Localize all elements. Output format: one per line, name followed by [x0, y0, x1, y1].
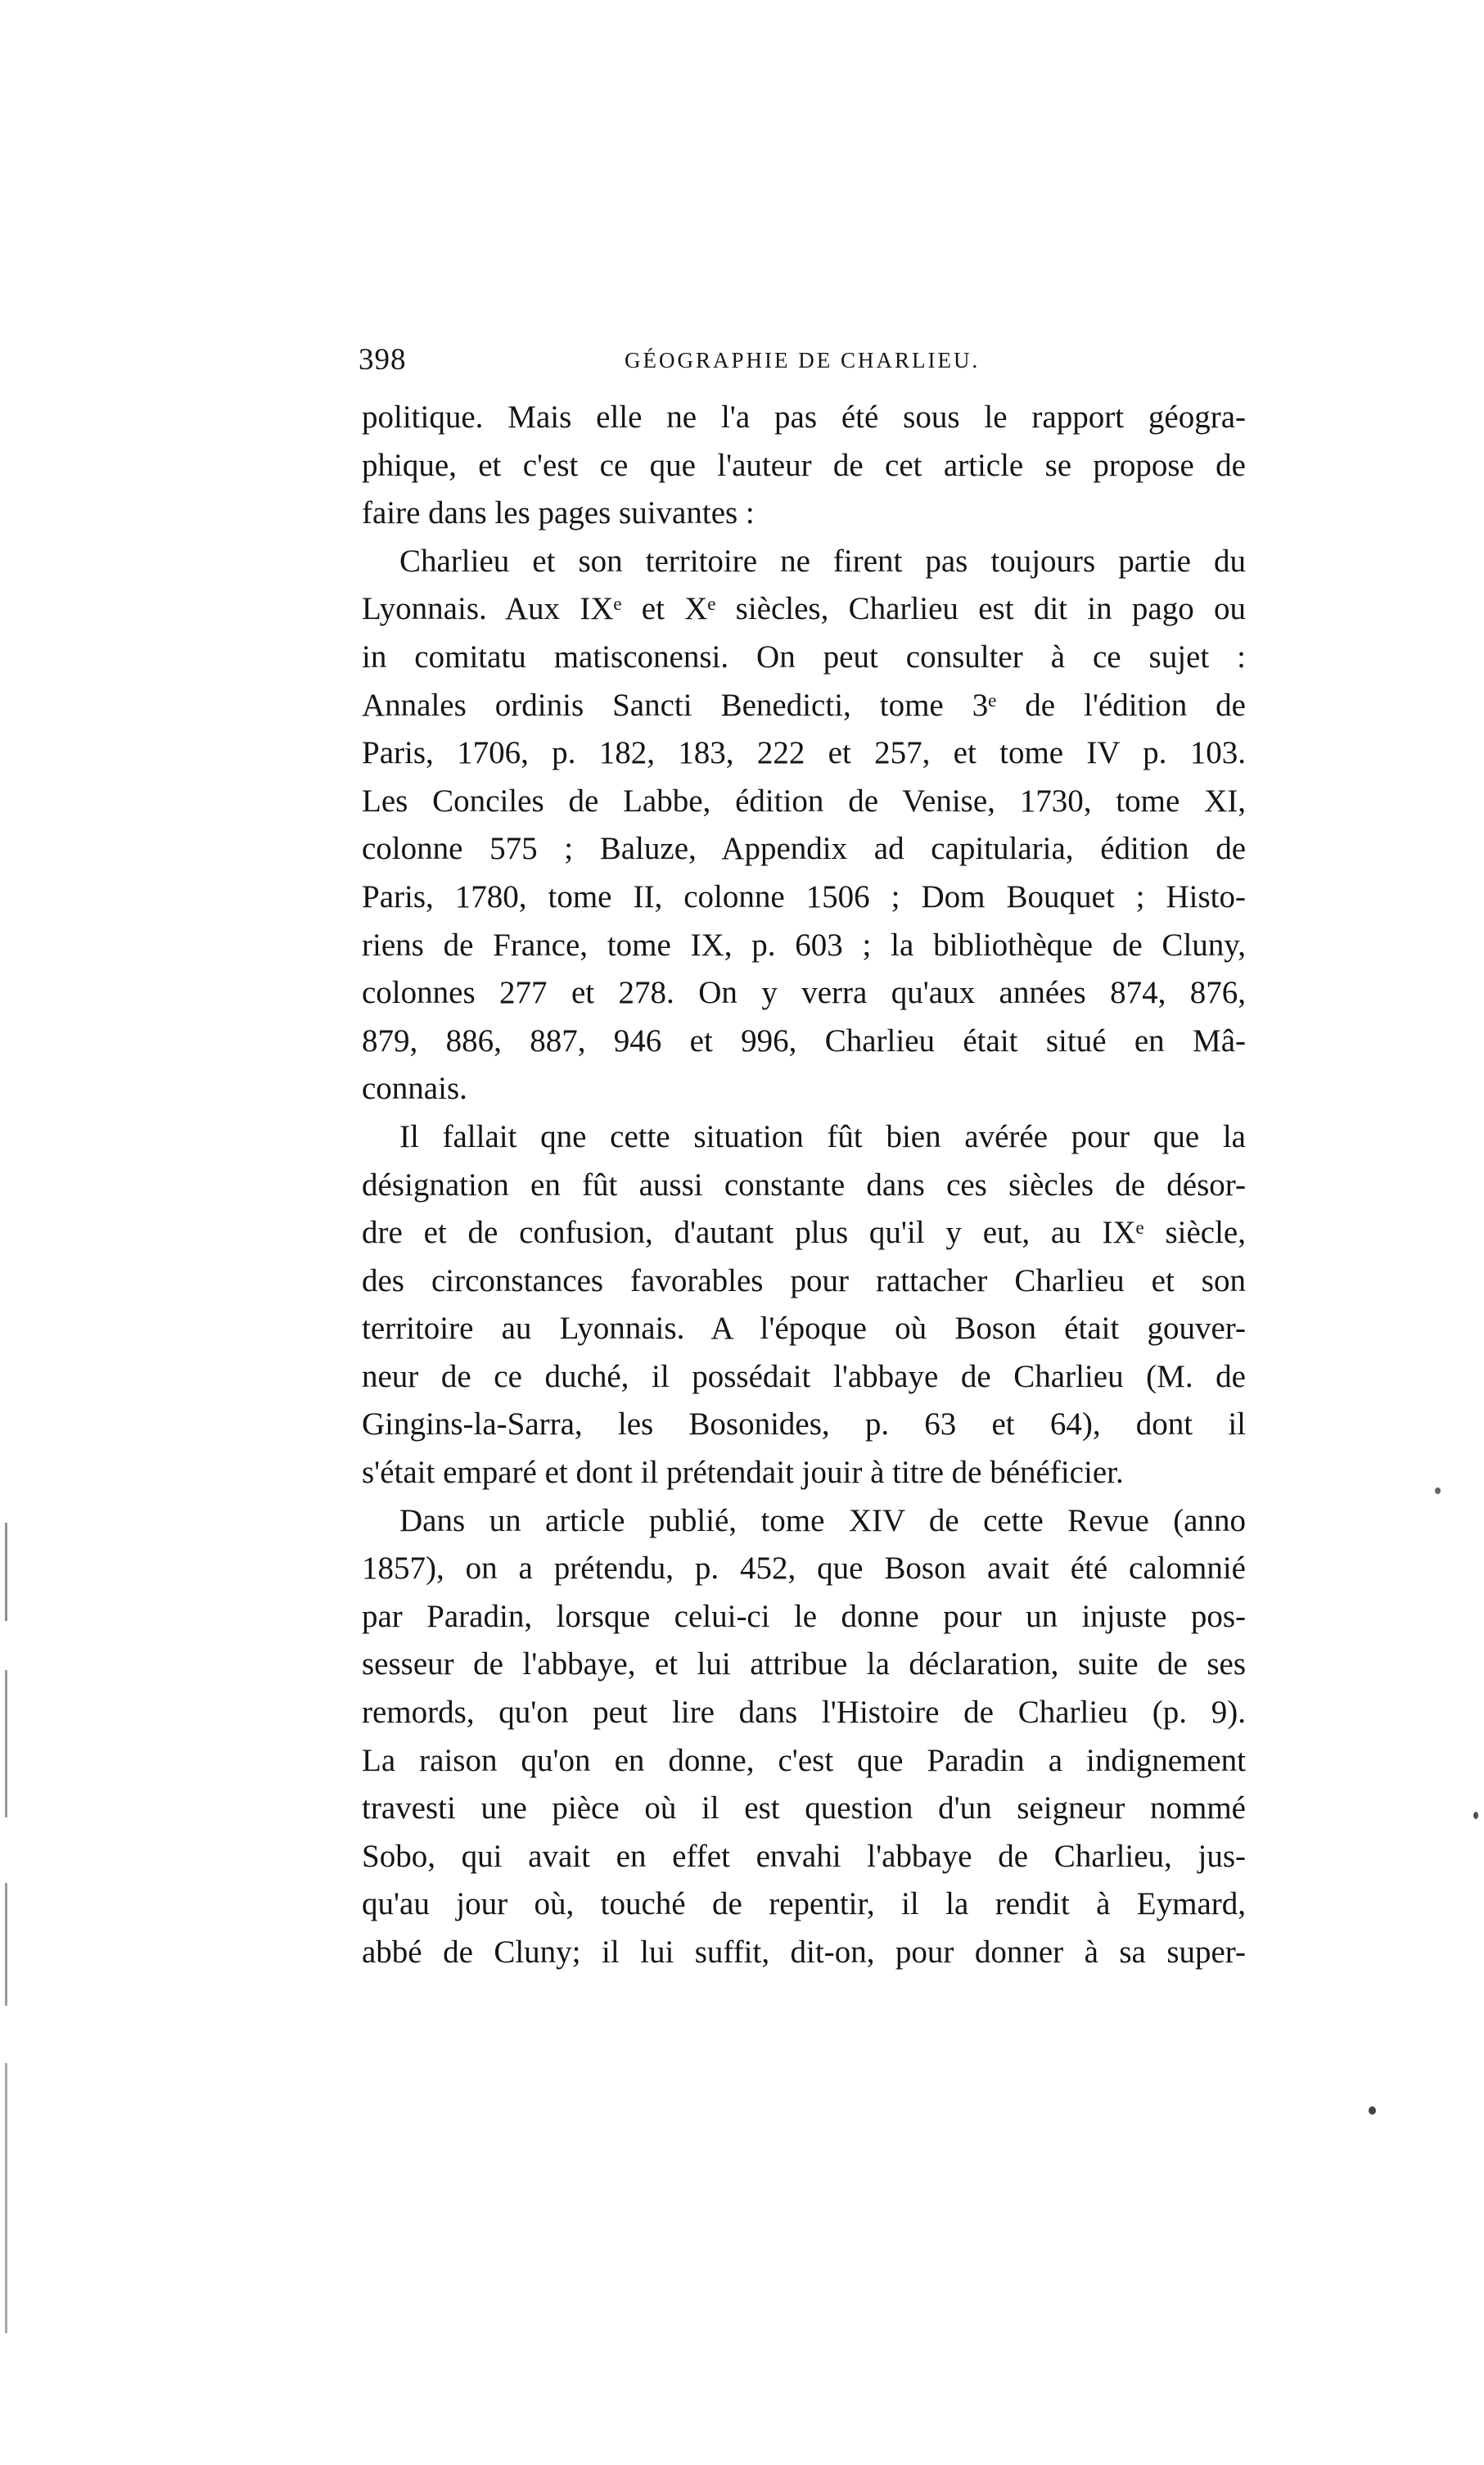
- text-line: Les Conciles de Labbe, édition de Venise, 1730, tome XI,: [362, 783, 1246, 819]
- text-line: Sobo, qui avait en effet envahi l'abbaye de Charlieu, jus-: [362, 1838, 1246, 1874]
- text-line: Gingins-la-Sarra, les Bosonides, p. 63 et 64), dont il: [362, 1406, 1246, 1442]
- text-line: connais.: [362, 1071, 467, 1107]
- text-line: par Paradin, lorsque celui-ci le donne pour un injuste pos-: [362, 1598, 1246, 1634]
- text-line: Annales ordinis Sancti Benedicti, tome 3ᵉ de l'édition de: [362, 687, 1246, 723]
- paragraph-1: [362, 394, 1246, 538]
- text-line: colonnes 277 et 278. On y verra qu'aux années 874, 876,: [362, 975, 1246, 1011]
- scan-artifact-line: [5, 1670, 7, 1817]
- text-line: colonne 575 ; Baluze, Appendix ad capitularia, édition de: [362, 831, 1246, 867]
- text-line: s'était emparé et dont il prétendait jouir à titre de bénéficier.: [362, 1455, 1124, 1491]
- text-line: 1857), on a prétendu, p. 452, que Boson avait été calomnié: [362, 1551, 1246, 1587]
- text-line: La raison qu'on en donne, c'est que Paradin a indignement: [362, 1742, 1246, 1778]
- text-line: phique, et c'est ce que l'auteur de cet article se propose de: [362, 447, 1246, 483]
- paragraph-3: [362, 1113, 1246, 1497]
- text-line: 879, 886, 887, 946 et 996, Charlieu était situé en Mâ-: [362, 1023, 1246, 1059]
- text-line: politique. Mais elle ne l'a pas été sous le rapport géogra-: [362, 400, 1246, 435]
- scan-speck: [1369, 2106, 1376, 2115]
- text-line: dre et de confusion, d'autant plus qu'il y eut, au IXᵉ siècle,: [362, 1215, 1246, 1251]
- text-line: faire dans les pages suivantes :: [362, 495, 755, 531]
- text-line: territoire au Lyonnais. A l'époque où Boson était gouver-: [362, 1311, 1246, 1347]
- text-line: Paris, 1706, p. 182, 183, 222 et 257, et tome IV p. 103.: [362, 735, 1246, 771]
- text-line: qu'au jour où, touché de repentir, il la rendit à Eymard,: [362, 1886, 1246, 1922]
- text-line: Charlieu et son territoire ne firent pas toujours partie du: [399, 543, 1246, 579]
- running-head: GÉOGRAPHIE DE CHARLIEU.: [625, 348, 981, 372]
- scan-artifact-line: [5, 1883, 7, 2006]
- scan-speck: [1473, 1812, 1478, 1819]
- page-number: 398: [359, 343, 407, 377]
- text-line: in comitatu matisconensi. On peut consulter à ce sujet :: [362, 639, 1246, 675]
- scan-speck: [1435, 1488, 1441, 1494]
- paragraph-2: [362, 538, 1246, 1113]
- text-line: Paris, 1780, tome II, colonne 1506 ; Dom Bouquet ; Histo-: [362, 878, 1246, 914]
- text-line: désignation en fût aussi constante dans ces siècles de désor-: [362, 1167, 1246, 1203]
- text-line: abbé de Cluny; il lui suffit, dit-on, pour donner à sa super-: [362, 1935, 1246, 1970]
- text-line: des circonstances favorables pour rattacher Charlieu et son: [362, 1262, 1246, 1298]
- scan-artifact-line: [5, 1523, 7, 1621]
- page-header: [359, 342, 1243, 391]
- text-line: sesseur de l'abbaye, et lui attribue la déclaration, suite de ses: [362, 1646, 1246, 1682]
- text-line: neur de ce duché, il possédait l'abbaye de Charlieu (M. de: [362, 1358, 1246, 1394]
- text-line: Il fallait qne cette situation fût bien avérée pour que la: [399, 1118, 1246, 1154]
- text-line: travesti une pièce où il est question d'un seigneur nommé: [362, 1790, 1246, 1826]
- text-line: Dans un article publié, tome XIV de cette Revue (anno: [399, 1502, 1246, 1538]
- scan-artifact-line: [5, 2063, 7, 2333]
- text-line: riens de France, tome IX, p. 603 ; la bibliothèque de Cluny,: [362, 927, 1246, 963]
- text-line: Lyonnais. Aux IXᵉ et Xᵉ siècles, Charlieu est dit in pago ou: [362, 591, 1246, 627]
- body-text: [362, 394, 1246, 1977]
- paragraph-4: [362, 1497, 1246, 1977]
- text-line: remords, qu'on peut lire dans l'Histoire de Charlieu (p. 9).: [362, 1695, 1246, 1731]
